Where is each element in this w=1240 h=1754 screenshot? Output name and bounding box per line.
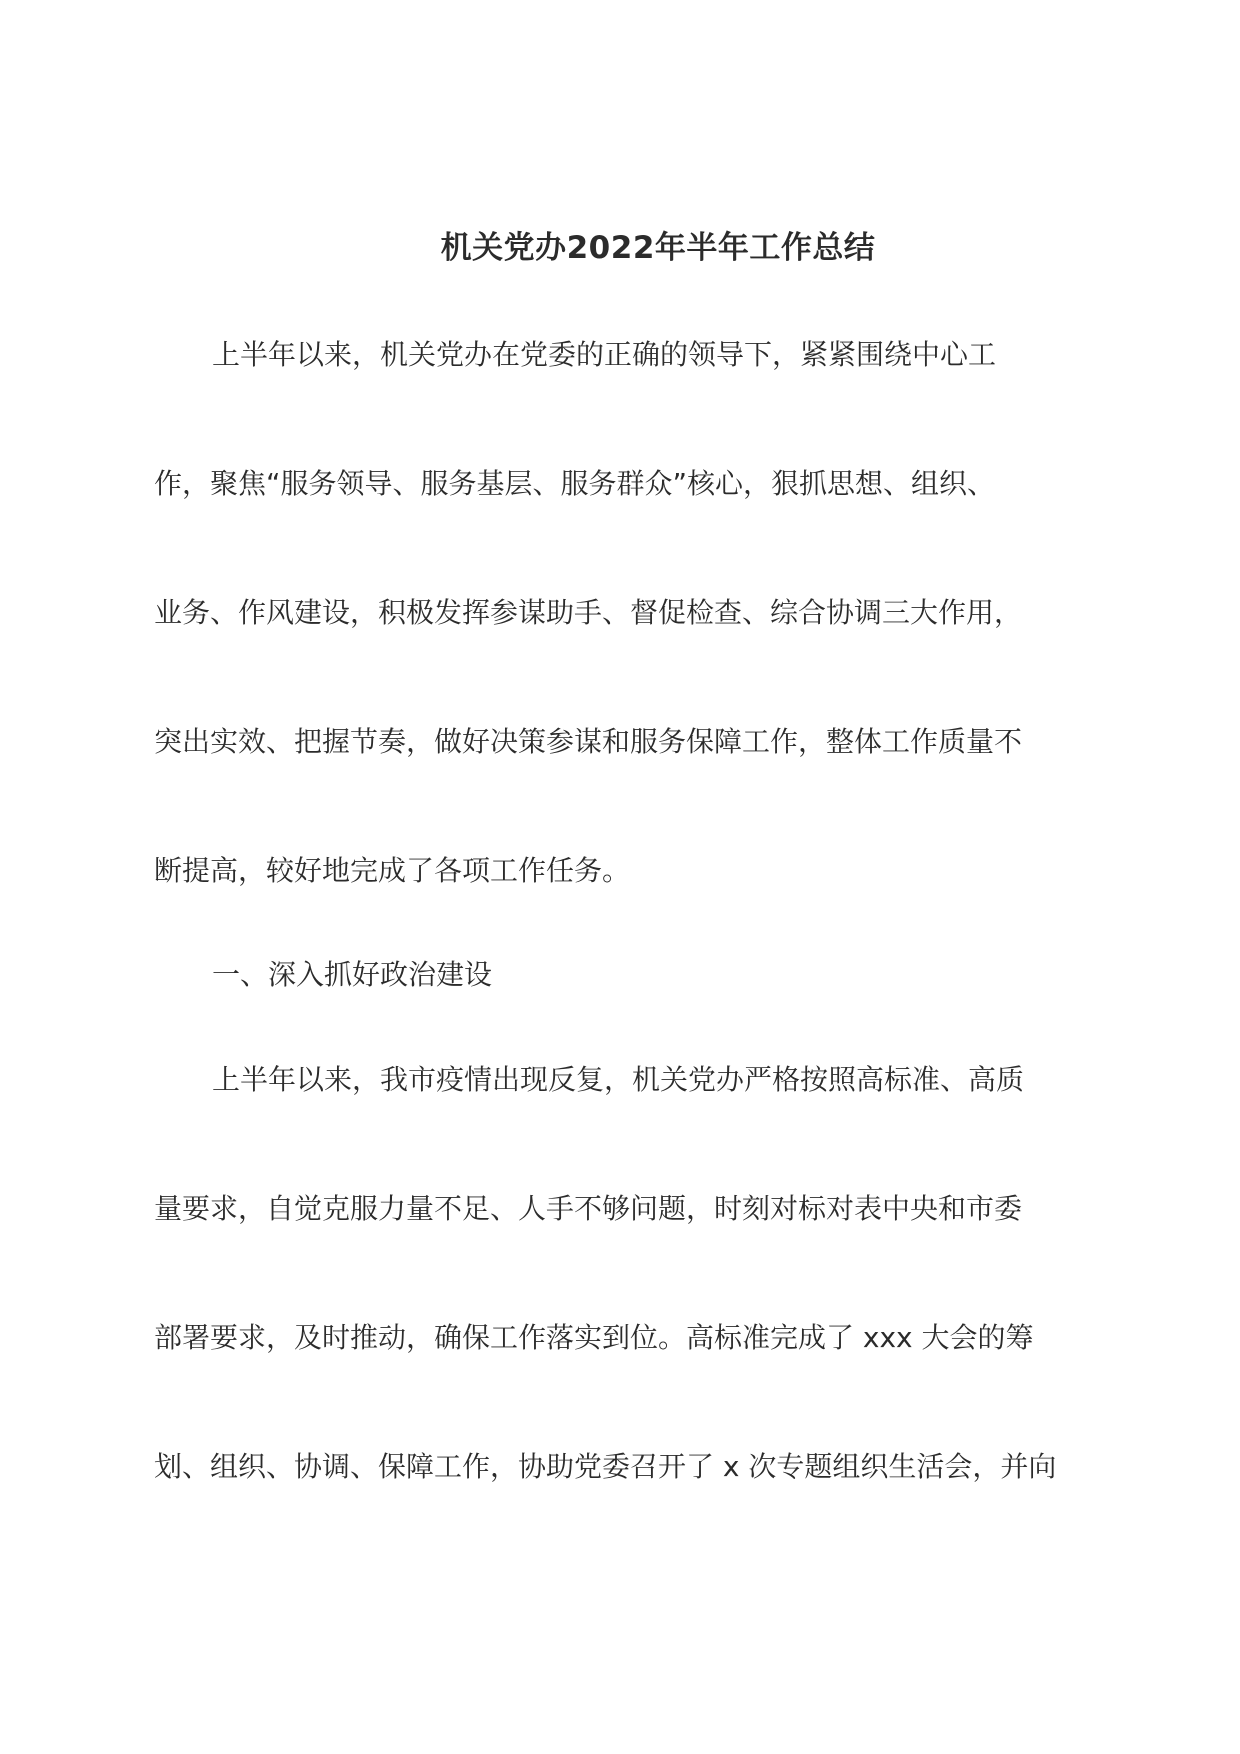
paragraph-2-line-4: 划、组织、协调、保障工作，协助党委召开了 x 次专题组织生活会，并向	[154, 1450, 1057, 1483]
paragraph-2-line-1: 上半年以来，我市疫情出现反复，机关党办严格按照高标准、高质	[212, 1063, 1025, 1096]
paragraph-2-line-2: 量要求，自觉克服力量不足、人手不够问题，时刻对标对表中央和市委	[154, 1192, 1023, 1225]
paragraph-1-line-1: 上半年以来，机关党办在党委的正确的领导下，紧紧围绕中心工	[212, 338, 997, 371]
section-1-heading: 一、深入抓好政治建设	[212, 958, 493, 991]
paragraph-1-line-2: 作，聚焦“服务领导、服务基层、服务群众”核心，狠抓思想、组织、	[154, 467, 996, 500]
paragraph-1-line-5: 断提高，较好地完成了各项工作任务。	[154, 854, 631, 887]
paragraph-2-line-3: 部署要求，及时推动，确保工作落实到位。高标准完成了 xxx 大会的筹	[154, 1321, 1034, 1354]
paragraph-1-line-3: 业务、作风建设，积极发挥参谋助手、督促检查、综合协调三大作用，	[154, 596, 1023, 629]
paragraph-1-line-4: 突出实效、把握节奏，做好决策参谋和服务保障工作，整体工作质量不	[154, 725, 1023, 758]
document-title: 机关党办2022年半年工作总结	[440, 230, 876, 266]
